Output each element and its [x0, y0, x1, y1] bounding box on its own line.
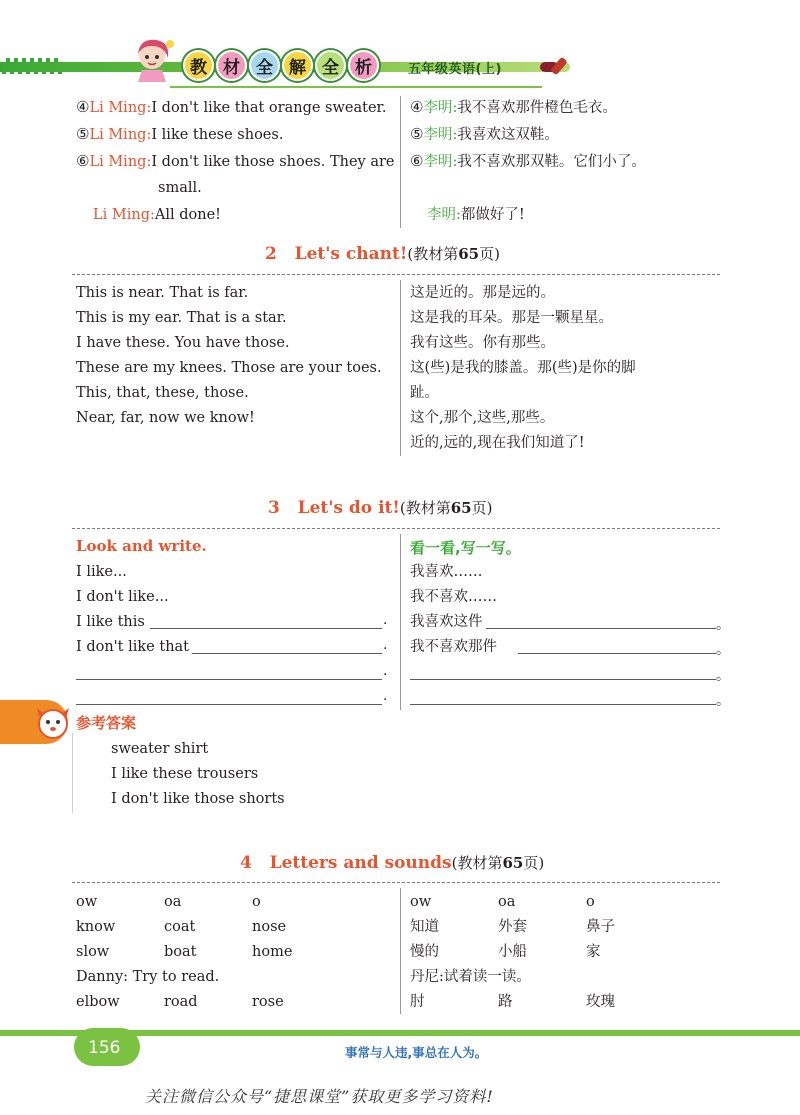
footer-watermark: 关注微信公众号“捷思课堂”获取更多学习资料!	[145, 1087, 494, 1106]
dialogue-translation: ⑤李明:我喜欢这双鞋。	[410, 125, 559, 143]
section-title-chant: 2 Let's chant!(教材第65页)	[265, 244, 500, 264]
fox-mascot-icon	[33, 702, 73, 742]
answer-blank[interactable]	[192, 653, 382, 654]
dialogue-translation: 李明:都做好了!	[427, 207, 525, 223]
phonics-cell: Danny: Try to read.	[76, 969, 220, 985]
phonics-cell: home	[252, 944, 293, 960]
chant-line: This, that, these, those.	[76, 385, 249, 401]
section-rule	[72, 528, 720, 529]
title-badge: 材	[216, 50, 247, 81]
header-title-badges	[183, 50, 379, 81]
title-badge: 析	[348, 50, 379, 81]
phonics-translation: 知道	[410, 919, 439, 935]
period-mark: 。	[716, 617, 730, 633]
phonics-translation: 鼻子	[586, 919, 615, 935]
answer-blank[interactable]	[486, 628, 716, 629]
chant-translation: 这个,那个,这些,那些。	[410, 410, 555, 426]
phonics-translation: 路	[498, 994, 513, 1010]
chant-translation: 这(些)是我的膝盖。那(些)是你的脚	[410, 360, 636, 376]
exercise-translation: 我喜欢这件	[410, 614, 483, 630]
page-header	[0, 0, 800, 92]
phonics-cell: o	[252, 894, 261, 910]
column-divider	[400, 280, 401, 456]
phonics-translation: o	[586, 894, 595, 910]
answer-heading: 参考答案	[76, 714, 137, 732]
dialogue-line: Li Ming:All done!	[93, 207, 221, 223]
dialogue-line: ⑥Li Ming:I don't like those shoes. They are	[76, 152, 395, 170]
title-badge: 全	[315, 50, 346, 81]
phonics-cell: boat	[164, 944, 197, 960]
exercise-line: I don't like that	[76, 639, 189, 655]
page-number: 156	[88, 1038, 121, 1058]
chant-line: This is my ear. That is a star.	[76, 310, 287, 326]
phonics-cell: slow	[76, 944, 110, 960]
dialogue-line: ⑤Li Ming:I like these shoes.	[76, 125, 284, 143]
period-mark: .	[383, 612, 388, 628]
chant-translation: 我有这些。你有那些。	[410, 335, 555, 351]
dialogue-translation: ⑥李明:我不喜欢那双鞋。它们小了。	[410, 152, 646, 170]
section-rule	[72, 274, 720, 275]
phonics-cell: nose	[252, 919, 287, 935]
chant-translation: 近的,远的,现在我们知道了!	[410, 435, 585, 451]
answer-line: I like these trousers	[111, 766, 259, 782]
exercise-line: I don't like...	[76, 589, 169, 605]
chant-translation: 这是近的。那是远的。	[410, 285, 555, 301]
exercise-translation: 我喜欢……	[410, 564, 483, 580]
phonics-cell: road	[164, 994, 198, 1010]
chant-line: Near, far, now we know!	[76, 410, 255, 426]
answer-blank[interactable]	[150, 628, 382, 629]
answer-blank[interactable]	[410, 679, 716, 680]
exercise-instruction-zh: 看一看,写一写。	[410, 539, 521, 557]
title-badge: 解	[282, 50, 313, 81]
period-mark: 。	[716, 642, 730, 658]
phonics-cell: know	[76, 919, 116, 935]
phonics-translation: ow	[410, 894, 432, 910]
chant-line: This is near. That is far.	[76, 285, 249, 301]
phonics-translation: oa	[498, 894, 516, 910]
answer-line: sweater shirt	[111, 741, 209, 757]
period-mark: .	[383, 637, 388, 653]
footer-motto: 事常与人违,事总在人为。	[345, 1045, 488, 1060]
section-title-doit: 3 Let's do it!(教材第65页)	[268, 498, 493, 518]
exercise-instruction: Look and write.	[76, 537, 207, 555]
column-divider	[400, 534, 401, 710]
phonics-translation: 外套	[498, 919, 527, 935]
dialogue-line: ④Li Ming:I don't like that orange sweater.	[76, 98, 387, 116]
period-mark: 。	[716, 693, 730, 709]
exercise-translation: 我不喜欢那件	[410, 639, 497, 655]
column-divider	[400, 96, 401, 228]
phonics-cell: ow	[76, 894, 98, 910]
header-underline	[170, 86, 542, 88]
title-badge: 教	[183, 50, 214, 81]
chant-line: These are my knees. Those are your toes.	[76, 360, 382, 376]
period-mark: 。	[716, 668, 730, 684]
exercise-line: I like this	[76, 614, 145, 630]
phonics-translation: 家	[586, 944, 601, 960]
column-divider	[400, 888, 401, 1014]
section-title-letters: 4 Letters and sounds(教材第65页)	[240, 853, 545, 873]
answer-line: I don't like those shorts	[111, 791, 285, 807]
phonics-cell: rose	[252, 994, 284, 1010]
answer-blank[interactable]	[410, 704, 716, 705]
dialogue-translation: ④李明:我不喜欢那件橙色毛衣。	[410, 98, 617, 116]
phonics-translation: 肘	[410, 994, 425, 1010]
girl-mascot-icon	[130, 34, 178, 84]
phonics-translation: 丹尼:试着读一读。	[410, 969, 531, 985]
phonics-cell: oa	[164, 894, 182, 910]
phonics-cell: coat	[164, 919, 196, 935]
phonics-cell: elbow	[76, 994, 120, 1010]
period-mark: .	[383, 663, 388, 679]
exercise-translation: 我不喜欢……	[410, 589, 497, 605]
section-rule	[72, 882, 720, 883]
answer-blank[interactable]	[76, 679, 382, 680]
chant-translation: 这是我的耳朵。那是一颗星星。	[410, 310, 613, 326]
phonics-translation: 小船	[498, 944, 527, 960]
answer-blank[interactable]	[76, 704, 382, 705]
title-badge: 全	[249, 50, 280, 81]
chant-translation: 趾。	[410, 385, 439, 401]
exercise-line: I like...	[76, 564, 127, 580]
phonics-translation: 玫瑰	[586, 994, 615, 1010]
chant-line: I have these. You have those.	[76, 335, 290, 351]
answer-blank[interactable]	[518, 653, 716, 654]
dialogue-line-continued: small.	[158, 180, 202, 196]
period-mark: .	[383, 688, 388, 704]
header-subject: 五年级英语(上)	[408, 62, 502, 77]
phonics-translation: 慢的	[410, 944, 439, 960]
